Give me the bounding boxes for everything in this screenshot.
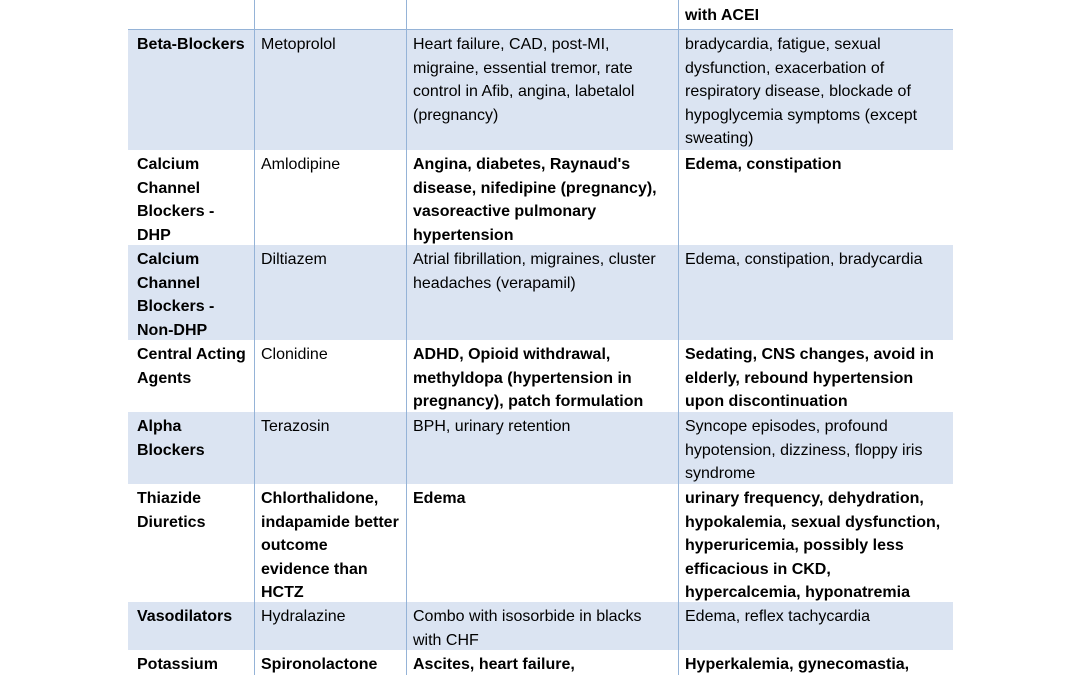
indication-cell: Combo with isosorbide in blacks with CHF: [406, 602, 678, 650]
table-row: [128, 30, 953, 150]
table-row: [128, 650, 953, 675]
drug-class-cell: Alpha Blockers: [137, 418, 205, 459]
side-effects-cell: Hyperkalemia, gynecomastia,: [678, 650, 953, 675]
drug-class-cell: Potassium: [137, 656, 218, 673]
drug-class-cell: Calcium Channel Blockers - Non-DHP: [137, 251, 215, 339]
example-drug-cell: Diltiazem: [254, 245, 406, 340]
drug-class-cell: Central Acting Agents: [137, 346, 246, 387]
drug-class-cell: [128, 0, 254, 29]
side-effects-cell: Sedating, CNS changes, avoid in elderly, rebound hypertension upon discontinuation: [678, 340, 953, 412]
side-effects-cell: bradycardia, fatigue, sexual dysfunction, exacerbation of respiratory disease, blockade of hypoglycemia symptoms (except sweating): [678, 30, 953, 150]
indication-cell: Angina, diabetes, Raynaud's disease, nifedipine (pregnancy), vasoreactive pulmonary hypertension: [406, 150, 678, 245]
drug-class-cell: Vasodilators: [137, 608, 233, 625]
drug-class-cell: Beta-Blockers: [137, 36, 245, 53]
side-effects-cell: Syncope episodes, profound hypotension, dizziness, floppy iris syndrome: [678, 412, 953, 484]
indication-cell: [406, 0, 678, 29]
table-row: [128, 412, 953, 484]
example-drug-cell: [254, 0, 406, 29]
table-row: [128, 602, 953, 650]
side-effects-cell: urinary frequency, dehydration, hypokalemia, sexual dysfunction, hyperuricemia, possibly less efficacious in CKD, hypercalcemia, hyponatremia: [678, 484, 953, 602]
example-drug-cell: Amlodipine: [254, 150, 406, 245]
example-drug-cell: Metoprolol: [254, 30, 406, 150]
side-effects-cell: Edema, reflex tachycardia: [678, 602, 953, 650]
example-drug-cell: Spironolactone: [254, 650, 406, 675]
table-row: [128, 150, 953, 245]
indication-cell: Ascites, heart failure,: [406, 650, 678, 675]
example-drug-cell: Terazosin: [254, 412, 406, 484]
side-effects-cell: Edema, constipation: [678, 150, 953, 245]
example-drug-cell: Chlorthalidone, indapamide better outcome evidence than HCTZ: [254, 484, 406, 602]
example-drug-cell: Clonidine: [254, 340, 406, 412]
table-row: [128, 340, 953, 412]
indication-cell: ADHD, Opioid withdrawal, methyldopa (hypertension in pregnancy), patch formulation: [406, 340, 678, 412]
drug-class-cell: Thiazide Diuretics: [137, 490, 206, 531]
indication-cell: Edema: [406, 484, 678, 602]
table-row: [128, 245, 953, 340]
side-effects-text: with ACEI: [685, 6, 760, 24]
indication-cell: BPH, urinary retention: [406, 412, 678, 484]
side-effects-cell: [678, 0, 953, 29]
drug-class-cell: Calcium Channel Blockers - DHP: [137, 156, 215, 244]
table-row: [128, 0, 953, 30]
indication-cell: Atrial fibrillation, migraines, cluster headaches (verapamil): [406, 245, 678, 340]
indication-cell: Heart failure, CAD, post-MI, migraine, essential tremor, rate control in Afib, angina, labetalol (pregnancy): [406, 30, 678, 150]
example-drug-cell: Hydralazine: [254, 602, 406, 650]
table-row: [128, 484, 953, 602]
side-effects-cell: Edema, constipation, bradycardia: [678, 245, 953, 340]
